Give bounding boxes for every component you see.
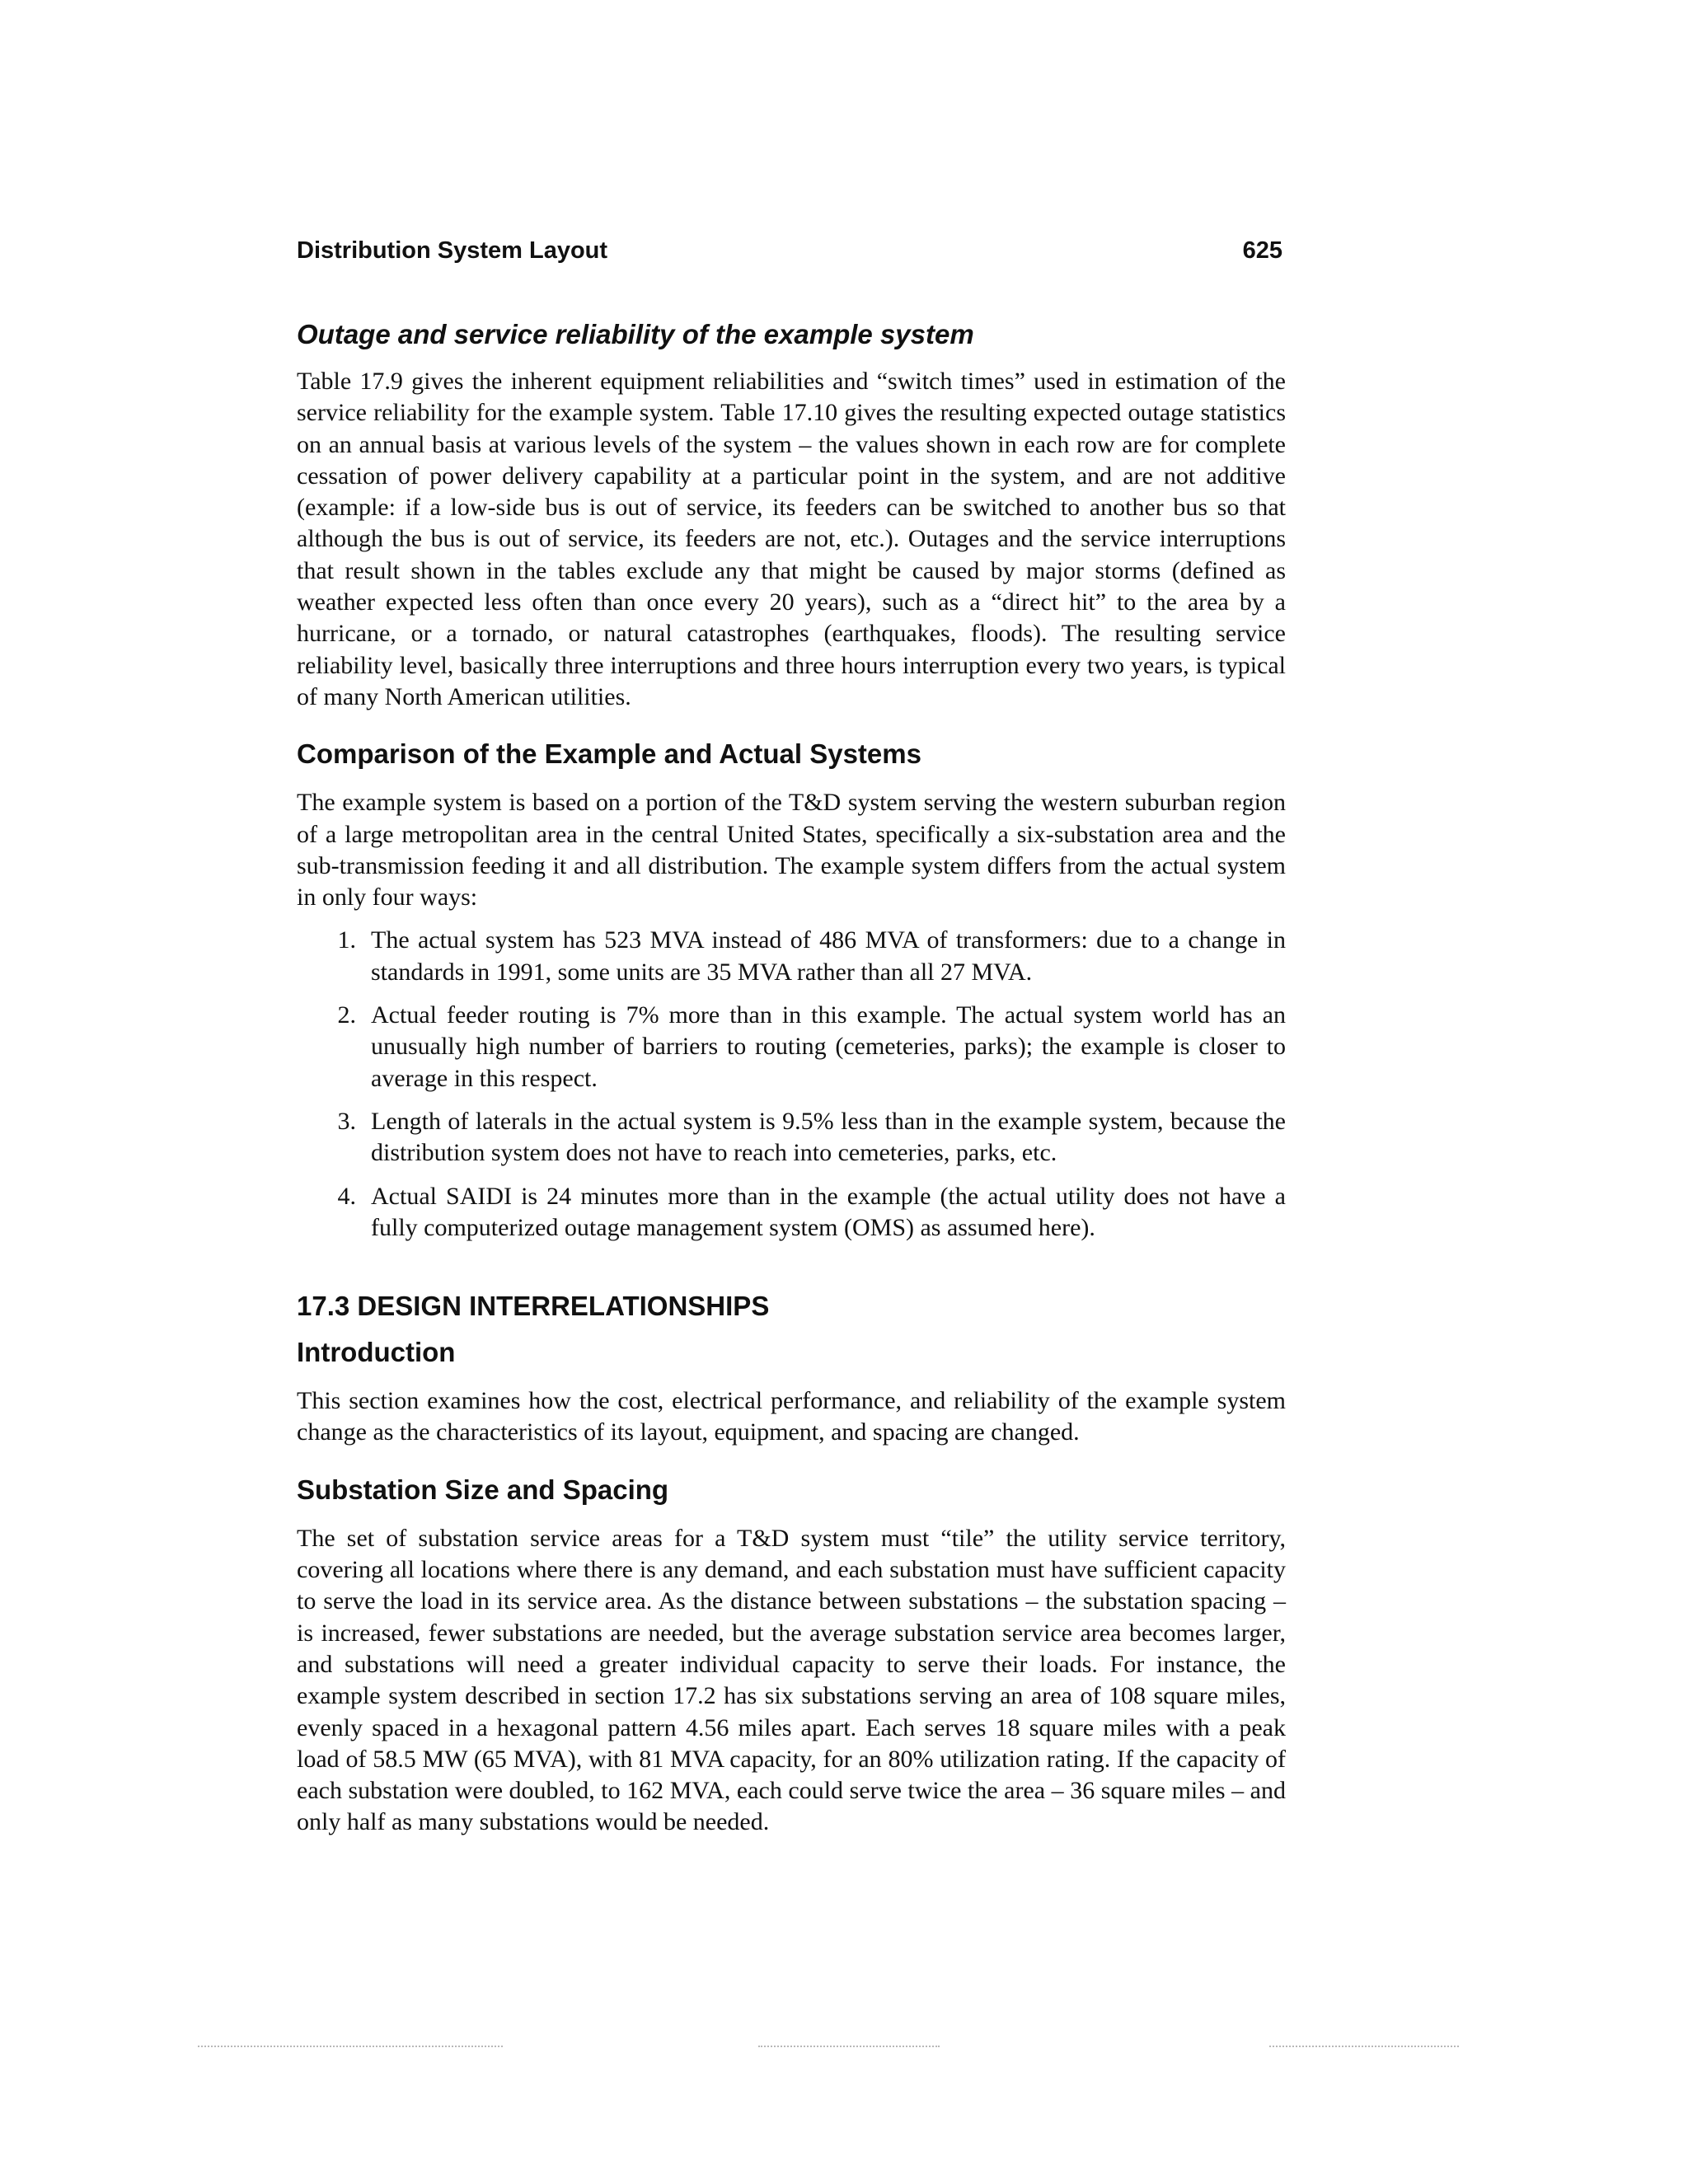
running-title: Distribution System Layout [297, 237, 608, 264]
list-item-text: Actual feeder routing is 7% more than in this example. The actual system world has an unusually high number of barriers to routing (cemeteries, parks); the example is closer to average in this respect. [371, 1001, 1286, 1092]
scan-artifact-line [758, 2046, 940, 2047]
outage-reliability-heading: Outage and service reliability of the example system [297, 319, 974, 349]
comparison-paragraph: The example system is based on a portion of the T&D system serving the western suburban region of a large metropolitan area in the central United States, specifically a six-substation area and the sub-transmission feeding it and all distribution. The example system differs from the actual system in only four ways: [297, 789, 1286, 912]
list-item-number: 2. [337, 1001, 356, 1029]
scan-artifact-line [198, 2046, 503, 2047]
scan-artifact-line [1269, 2046, 1459, 2047]
outage-reliability-paragraph: Table 17.9 gives the inherent equipment reliabilities and “switch times” used in estimation of the service reliability for the example system. Table 17.10 gives the resulting expected outage statistics on an annual basis at various levels of the system – the values shown in each row are for complete cessation of power delivery capability at a particular point in the system, and are not additive (example: if a low-side bus is out of service, its feeders can be switched to another bus so that although the bus is out of service, its feeders are not, etc.). Outages and the service interruptions that result shown in the tables exclude any that might be caused by major storms (defined as weather expected less often than once every 20 years), such as a “direct hit” to the area by a hurricane, or a tornado, or natural catastrophes (earthquakes, floods). The resulting service reliability level, basically three interruptions and three hours interruption every two years, is typical of many North American utilities. [297, 368, 1286, 710]
comparison-heading: Comparison of the Example and Actual Systems [297, 738, 921, 770]
differences-list [297, 925, 1286, 1244]
list-item-number: 3. [337, 1107, 356, 1135]
list-item-number: 1. [337, 926, 356, 954]
section-heading: 17.3 DESIGN INTERRELATIONSHIPS [297, 1291, 770, 1322]
list-item-number: 4. [337, 1182, 356, 1210]
book-page [297, 236, 1286, 1839]
list-item [297, 1106, 1286, 1169]
introduction-paragraph: This section examines how the cost, electrical performance, and reliability of the example system change as the characteristics of its layout, equipment, and spacing are changed. [297, 1387, 1286, 1446]
running-header [297, 236, 1286, 265]
list-item [297, 1181, 1286, 1244]
introduction-heading: Introduction [297, 1337, 456, 1368]
list-item-text: Actual SAIDI is 24 minutes more than in the example (the actual utility does not have a fully computerized outage management system (OMS) as assumed here). [371, 1182, 1286, 1241]
substation-heading: Substation Size and Spacing [297, 1474, 669, 1505]
list-item [297, 925, 1286, 988]
page-number: 625 [1242, 237, 1282, 264]
list-item-text: The actual system has 523 MVA instead of 486 MVA of transformers: due to a change in standards in 1991, some units are 35 MVA rather than all 27 MVA. [371, 926, 1286, 986]
list-item-text: Length of laterals in the actual system is 9.5% less than in the example system, because the distribution system does not have to reach into cemeteries, parks, etc. [371, 1107, 1286, 1167]
list-item [297, 1000, 1286, 1094]
substation-paragraph: The set of substation service areas for a T&D system must “tile” the utility service territory, covering all locations where there is any demand, and each substation must have sufficient capacity to serve the load in its service area. As the distance between substations – the substation spacing – is increased, fewer substations are needed, but the average substation service area becomes larger, and substations will need a greater individual capacity to serve their loads. For instance, the example system described in section 17.2 has six substations serving an area of 108 square miles, evenly spaced in a hexagonal pattern 4.56 miles apart. Each serves 18 square miles with a peak load of 58.5 MW (65 MVA), with 81 MVA capacity, for an 80% utilization rating. If the capacity of each substation were doubled, to 162 MVA, each could serve twice the area – 36 square miles – and only half as many substations would be needed. [297, 1524, 1286, 1836]
